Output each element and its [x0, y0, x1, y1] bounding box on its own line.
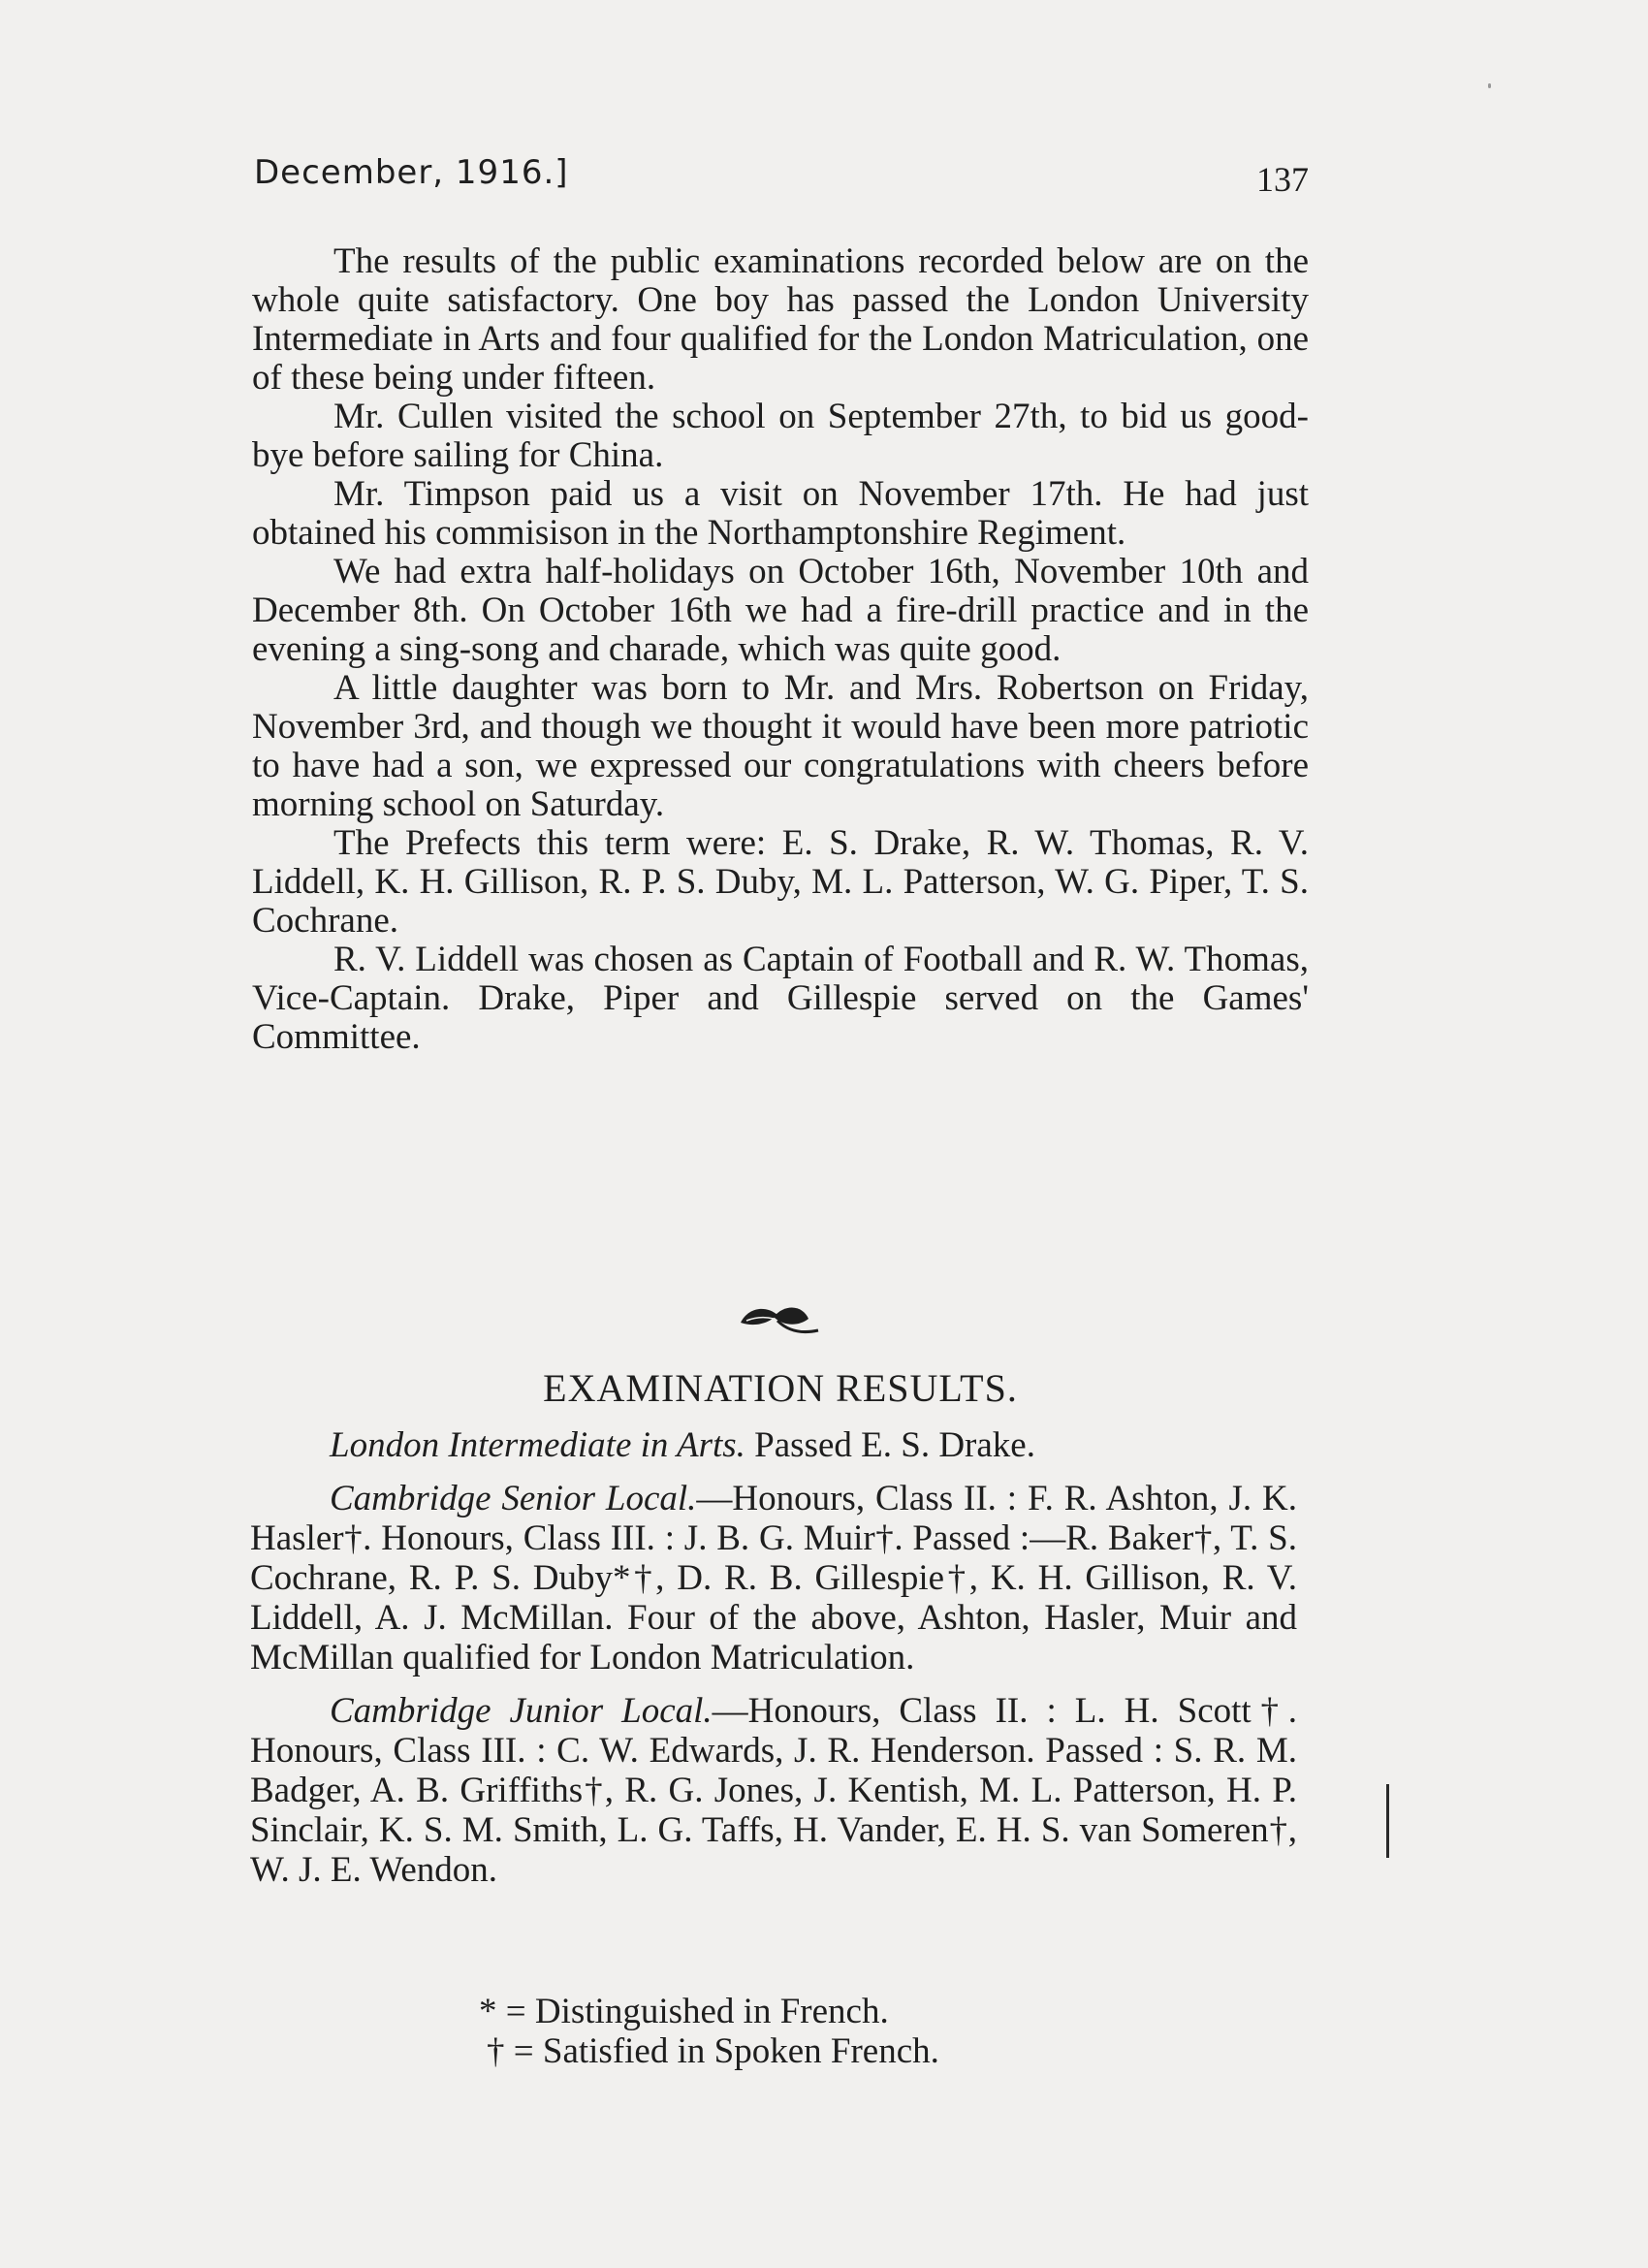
result-london-intermediate	[250, 1425, 1297, 1465]
result-cambridge-senior	[250, 1479, 1297, 1677]
result-text: —Honours, Class II. : L. H. Scott†. Honours, Class III. : C. W. Edwards, J. R. Henderson. Passed : S. R. M. Badger, A. B. Griffiths†, R. G. Jones, J. Kentish, M. L. Patterson, H. P. Sinclair, K. S. M. Smith, L. G. Taffs, H. Vander, E. H. S. van Someren†, W. J. E. Wendon.	[250, 1691, 1297, 1890]
legend	[479, 1992, 939, 2071]
paragraph-half-holidays: We had extra half-holidays on October 16th, November 10th and December 8th. On October 16th we had a fire-drill practice and in the evening a sing-song and charade, which was quite good.	[252, 552, 1309, 669]
section-title: EXAMINATION RESULTS.	[543, 1366, 1018, 1410]
running-header	[254, 153, 1309, 202]
result-cambridge-junior	[250, 1691, 1297, 1890]
result-text: —Honours, Class II. : F. R. Ashton, J. K. Hasler†. Honours, Class III. : J. B. G. Muir†. Passed :—R. Baker†, T. S. Cochrane, R. P. S. Duby*†, D. R. B. Gillespie†, K. H. Gillison, R. V. Liddell, A. J. McMillan. Four of the above, Ashton, Hasler, Muir and McMillan qualified for London Matriculation.	[250, 1479, 1297, 1677]
legend-item-satisfied: † = Satisfied in Spoken French.	[487, 2031, 939, 2071]
page-number: 137	[1256, 160, 1309, 199]
header-date: December, 1916.]	[254, 153, 569, 192]
result-heading: Cambridge Senior Local.	[330, 1479, 697, 1518]
paper-speck	[1488, 83, 1491, 88]
paragraph-robertson-daughter: A little daughter was born to Mr. and Mrs. Robertson on Friday, November 3rd, and though we thought it would have been more patriotic to have had a son, we expressed our congratulations with cheers before morning school on Saturday.	[252, 668, 1309, 824]
result-heading: London Intermediate in Arts.	[330, 1425, 745, 1465]
result-text: Passed E. S. Drake.	[745, 1425, 1035, 1465]
leaf-ornament-icon	[737, 1301, 824, 1338]
paragraph-exam-summary: The results of the public examinations recorded below are on the whole quite satisfactory. One boy has passed the London University Intermediate in Arts and four qualified for the London Matriculation, one of these being under fifteen.	[252, 241, 1309, 398]
news-section	[252, 242, 1309, 1057]
paragraph-timpson-visit: Mr. Timpson paid us a visit on November 17th. He had just obtained his commisison in the Northamptonshire Regiment.	[252, 474, 1309, 553]
paragraph-prefects: The Prefects this term were: E. S. Drake, R. W. Thomas, R. V. Liddell, K. H. Gillison, R. P. S. Duby, M. L. Patterson, W. G. Piper, T. S. Cochrane.	[252, 823, 1309, 941]
paragraph-cullen-visit: Mr. Cullen visited the school on September 27th, to bid us good-bye before sailing for China.	[252, 397, 1309, 475]
legend-item-distinguished: * = Distinguished in French.	[479, 1992, 889, 2031]
margin-mark	[1386, 1784, 1389, 1858]
result-heading: Cambridge Junior Local.	[330, 1691, 713, 1731]
paragraph-football-captain: R. V. Liddell was chosen as Captain of Football and R. W. Thomas, Vice-Captain. Drake, Piper and Gillespie served on the Games' Committee.	[252, 940, 1309, 1057]
examination-results	[250, 1425, 1297, 1903]
